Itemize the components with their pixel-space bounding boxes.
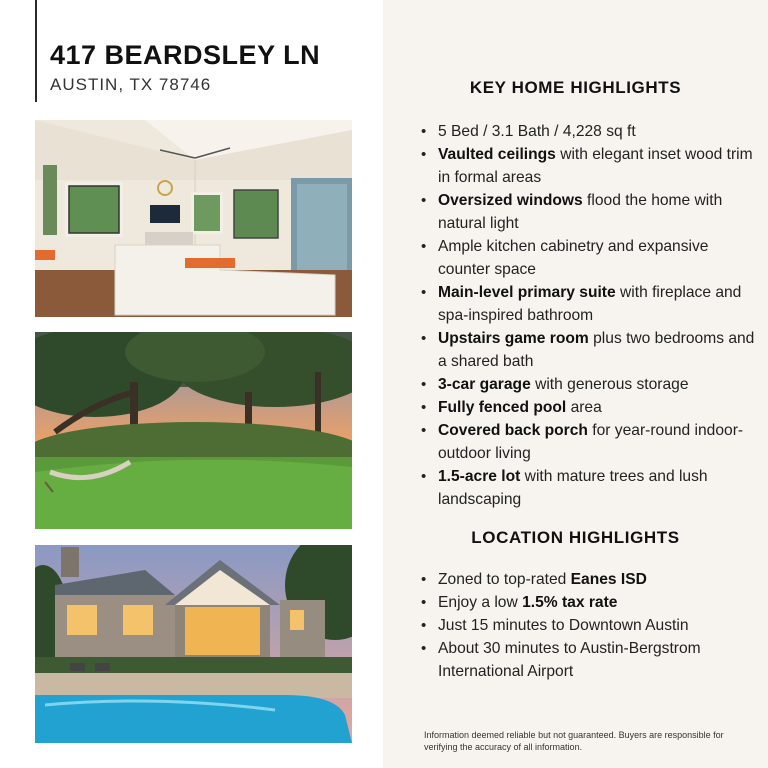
location-highlights-title: LOCATION HIGHLIGHTS xyxy=(471,528,680,547)
bullet-item: • 1.5-acre lot with mature trees and lush landscaping xyxy=(421,465,761,511)
photo-living-room xyxy=(35,120,352,317)
bullet-bold-text: 1.5-acre lot xyxy=(438,468,521,485)
bullet-item: • 3-car garage with generous storage xyxy=(421,373,761,396)
bullet-item: • About 30 minutes to Austin-Bergstrom International Airport xyxy=(421,637,761,683)
location-highlights-list xyxy=(421,568,761,683)
bullet-item: • Ample kitchen cabinetry and expansive counter space xyxy=(421,235,761,281)
bullet-item: • Enjoy a low 1.5% tax rate xyxy=(421,591,761,614)
disclaimer-text: Information deemed reliable but not guaranteed. Buyers are responsible for verifying the accuracy of all information. xyxy=(424,730,724,752)
bullet-bold-text: Fully fenced pool xyxy=(438,399,567,416)
photo-exterior-pool xyxy=(35,545,352,743)
bullet-bold-text: Upstairs game room xyxy=(438,330,589,347)
key-highlights-title: KEY HOME HIGHLIGHTS xyxy=(469,78,682,97)
bullet-bold-text: Covered back porch xyxy=(438,422,588,439)
key-highlights-list xyxy=(421,120,761,511)
bullet-bold-text: Oversized windows xyxy=(438,192,583,209)
property-address: 417 BEARDSLEY LN xyxy=(50,40,321,70)
bullet-item: • 5 Bed / 3.1 Bath / 4,228 sq ft xyxy=(421,120,761,143)
bullet-bold-text: Eanes ISD xyxy=(570,571,647,588)
bullet-item: • Zoned to top-rated Eanes ISD xyxy=(421,568,761,591)
title-accent-line xyxy=(35,0,37,102)
bullet-item: • Vaulted ceilings with elegant inset wood trim in formal areas xyxy=(421,143,761,189)
bullet-item: • Fully fenced pool area xyxy=(421,396,761,419)
bullet-bold-text: 1.5% tax rate xyxy=(522,594,618,611)
bullet-bold-text: Main-level primary suite xyxy=(438,284,616,301)
bullet-item: • Oversized windows flood the home with natural light xyxy=(421,189,761,235)
property-city: AUSTIN, TX 78746 xyxy=(50,75,212,94)
bullet-item: • Just 15 minutes to Downtown Austin xyxy=(421,614,761,637)
photo-backyard xyxy=(35,332,352,529)
bullet-item: • Upstairs game room plus two bedrooms and a shared bath xyxy=(421,327,761,373)
bullet-bold-text: 3-car garage xyxy=(438,376,531,393)
bullet-item: • Main-level primary suite with fireplace and spa-inspired bathroom xyxy=(421,281,761,327)
bullet-item: • Covered back porch for year-round indoor-outdoor living xyxy=(421,419,761,465)
bullet-bold-text: Vaulted ceilings xyxy=(438,146,556,163)
